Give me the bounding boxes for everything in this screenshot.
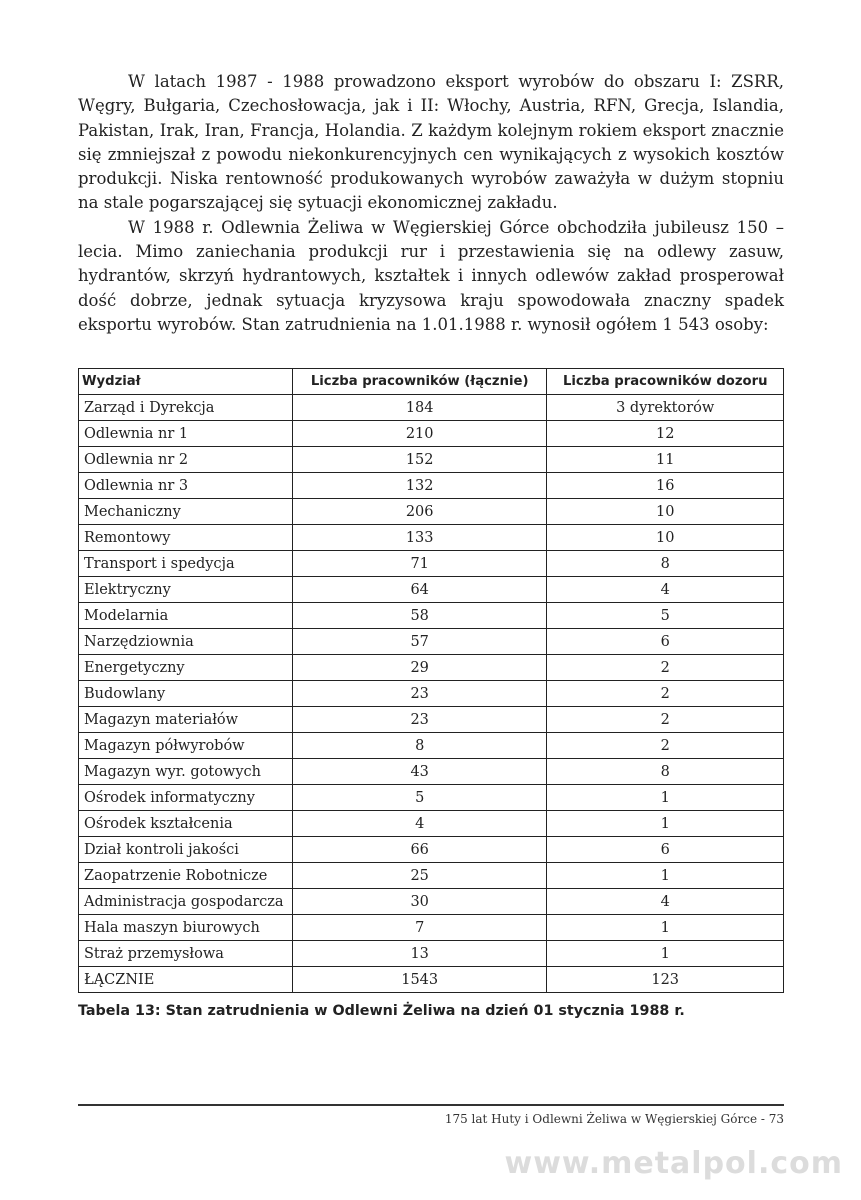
header-supervisory-staff: Liczba pracowników dozoru	[547, 369, 784, 395]
table-row	[79, 967, 784, 993]
cell-total-employees: 29	[292, 655, 546, 681]
table-row	[79, 759, 784, 785]
cell-total-employees: 71	[292, 551, 546, 577]
cell-department: Zarząd i Dyrekcja	[79, 395, 293, 421]
cell-total-employees: 13	[292, 941, 546, 967]
paragraph-jubilee: W 1988 r. Odlewnia Żeliwa w Węgierskiej Górce obchodziła jubileusz 150 – lecia. Mimo zaniechania produkcji rur i przestawienia się na odlewy zasuw, hydrantów, skrzyń hydrantowych, kształtek i innych odlewów zakład prosperował dość dobrze, jednak sytuacja kryzysowa kraju spowodowała znaczny spadek eksportu wyrobów. Stan zatrudnienia na 1.01.1988 r. wynosił ogółem 1 543 osoby:	[78, 217, 784, 334]
cell-supervisory-staff: 3 dyrektorów	[547, 395, 784, 421]
cell-supervisory-staff: 6	[547, 629, 784, 655]
cell-department: Elektryczny	[79, 577, 293, 603]
table-row	[79, 447, 784, 473]
cell-total-employees: 210	[292, 421, 546, 447]
cell-department: Straż przemysłowa	[79, 941, 293, 967]
cell-supervisory-staff: 123	[547, 967, 784, 993]
header-total-employees: Liczba pracowników (łącznie)	[292, 369, 546, 395]
cell-department: Magazyn materiałów	[79, 707, 293, 733]
cell-department: Energetyczny	[79, 655, 293, 681]
cell-supervisory-staff: 10	[547, 499, 784, 525]
cell-department: Magazyn półwyrobów	[79, 733, 293, 759]
cell-total-employees: 7	[292, 915, 546, 941]
cell-department: Dział kontroli jakości	[79, 837, 293, 863]
table-row	[79, 525, 784, 551]
cell-supervisory-staff: 5	[547, 603, 784, 629]
page-footer: 175 lat Huty i Odlewni Żeliwa w Węgierskiej Górce - 73	[444, 1112, 784, 1126]
paragraph-export: W latach 1987 - 1988 prowadzono eksport wyrobów do obszaru I: ZSRR, Węgry, Bułgaria, Czechosłowacja, jak i II: Włochy, Austria, RFN, Grecja, Islandia, Pakistan, Irak, Iran, Francja, Holandia. Z każdym kolejnym rokiem eksport znacznie się zmniejszał z powodu niekonkurencyjnych cen wynikających z wysokich kosztów produkcji. Niska rentowność produkowanych wyrobów zaważyła w dużym stopniu na stale pogarszającej się sytuacji ekonomicznej zakładu.	[78, 72, 784, 213]
cell-total-employees: 58	[292, 603, 546, 629]
cell-supervisory-staff: 4	[547, 577, 784, 603]
cell-supervisory-staff: 2	[547, 707, 784, 733]
cell-department: Modelarnia	[79, 603, 293, 629]
cell-department: Ośrodek kształcenia	[79, 811, 293, 837]
table-row	[79, 655, 784, 681]
cell-supervisory-staff: 12	[547, 421, 784, 447]
cell-department: Odlewnia nr 2	[79, 447, 293, 473]
cell-department: Mechaniczny	[79, 499, 293, 525]
cell-supervisory-staff: 8	[547, 759, 784, 785]
cell-total-employees: 184	[292, 395, 546, 421]
cell-total-employees: 8	[292, 733, 546, 759]
cell-total-employees: 23	[292, 707, 546, 733]
header-department: Wydział	[79, 369, 293, 395]
cell-total-employees: 25	[292, 863, 546, 889]
table-row	[79, 395, 784, 421]
cell-total-employees: 5	[292, 785, 546, 811]
cell-total-employees: 152	[292, 447, 546, 473]
cell-total-employees: 4	[292, 811, 546, 837]
table-row	[79, 811, 784, 837]
cell-total-employees: 57	[292, 629, 546, 655]
cell-department: Narzędziownia	[79, 629, 293, 655]
cell-total-employees: 132	[292, 473, 546, 499]
cell-department: ŁĄCZNIE	[79, 967, 293, 993]
cell-supervisory-staff: 1	[547, 915, 784, 941]
table-row	[79, 473, 784, 499]
cell-total-employees: 43	[292, 759, 546, 785]
cell-department: Magazyn wyr. gotowych	[79, 759, 293, 785]
table-row	[79, 499, 784, 525]
cell-supervisory-staff: 1	[547, 785, 784, 811]
cell-supervisory-staff: 6	[547, 837, 784, 863]
table-row	[79, 603, 784, 629]
table-row	[79, 733, 784, 759]
cell-total-employees: 23	[292, 681, 546, 707]
table-row	[79, 551, 784, 577]
cell-department: Administracja gospodarcza	[79, 889, 293, 915]
cell-total-employees: 30	[292, 889, 546, 915]
body-text	[78, 70, 784, 337]
table-row	[79, 889, 784, 915]
table-row	[79, 915, 784, 941]
table-caption: Tabela 13: Stan zatrudnienia w Odlewni Żeliwa na dzień 01 stycznia 1988 r.	[78, 1003, 685, 1019]
table-row	[79, 629, 784, 655]
table-row	[79, 707, 784, 733]
cell-total-employees: 206	[292, 499, 546, 525]
watermark: www.metalpol.com	[504, 1146, 843, 1181]
table-header-row	[79, 369, 784, 395]
cell-department: Zaopatrzenie Robotnicze	[79, 863, 293, 889]
table-row	[79, 941, 784, 967]
cell-total-employees: 1543	[292, 967, 546, 993]
cell-supervisory-staff: 2	[547, 681, 784, 707]
table-row	[79, 681, 784, 707]
cell-supervisory-staff: 1	[547, 941, 784, 967]
table-row	[79, 863, 784, 889]
cell-supervisory-staff: 1	[547, 811, 784, 837]
cell-total-employees: 64	[292, 577, 546, 603]
footer-divider	[78, 1104, 784, 1106]
cell-supervisory-staff: 1	[547, 863, 784, 889]
cell-supervisory-staff: 10	[547, 525, 784, 551]
table-row	[79, 421, 784, 447]
cell-total-employees: 133	[292, 525, 546, 551]
cell-department: Odlewnia nr 1	[79, 421, 293, 447]
cell-supervisory-staff: 2	[547, 655, 784, 681]
table-row	[79, 577, 784, 603]
cell-department: Budowlany	[79, 681, 293, 707]
cell-total-employees: 66	[292, 837, 546, 863]
employment-table	[78, 368, 784, 993]
cell-supervisory-staff: 11	[547, 447, 784, 473]
table-row	[79, 785, 784, 811]
cell-supervisory-staff: 16	[547, 473, 784, 499]
cell-department: Transport i spedycja	[79, 551, 293, 577]
cell-supervisory-staff: 8	[547, 551, 784, 577]
cell-department: Remontowy	[79, 525, 293, 551]
cell-department: Odlewnia nr 3	[79, 473, 293, 499]
table-row	[79, 837, 784, 863]
cell-supervisory-staff: 4	[547, 889, 784, 915]
cell-supervisory-staff: 2	[547, 733, 784, 759]
cell-department: Hala maszyn biurowych	[79, 915, 293, 941]
cell-department: Ośrodek informatyczny	[79, 785, 293, 811]
